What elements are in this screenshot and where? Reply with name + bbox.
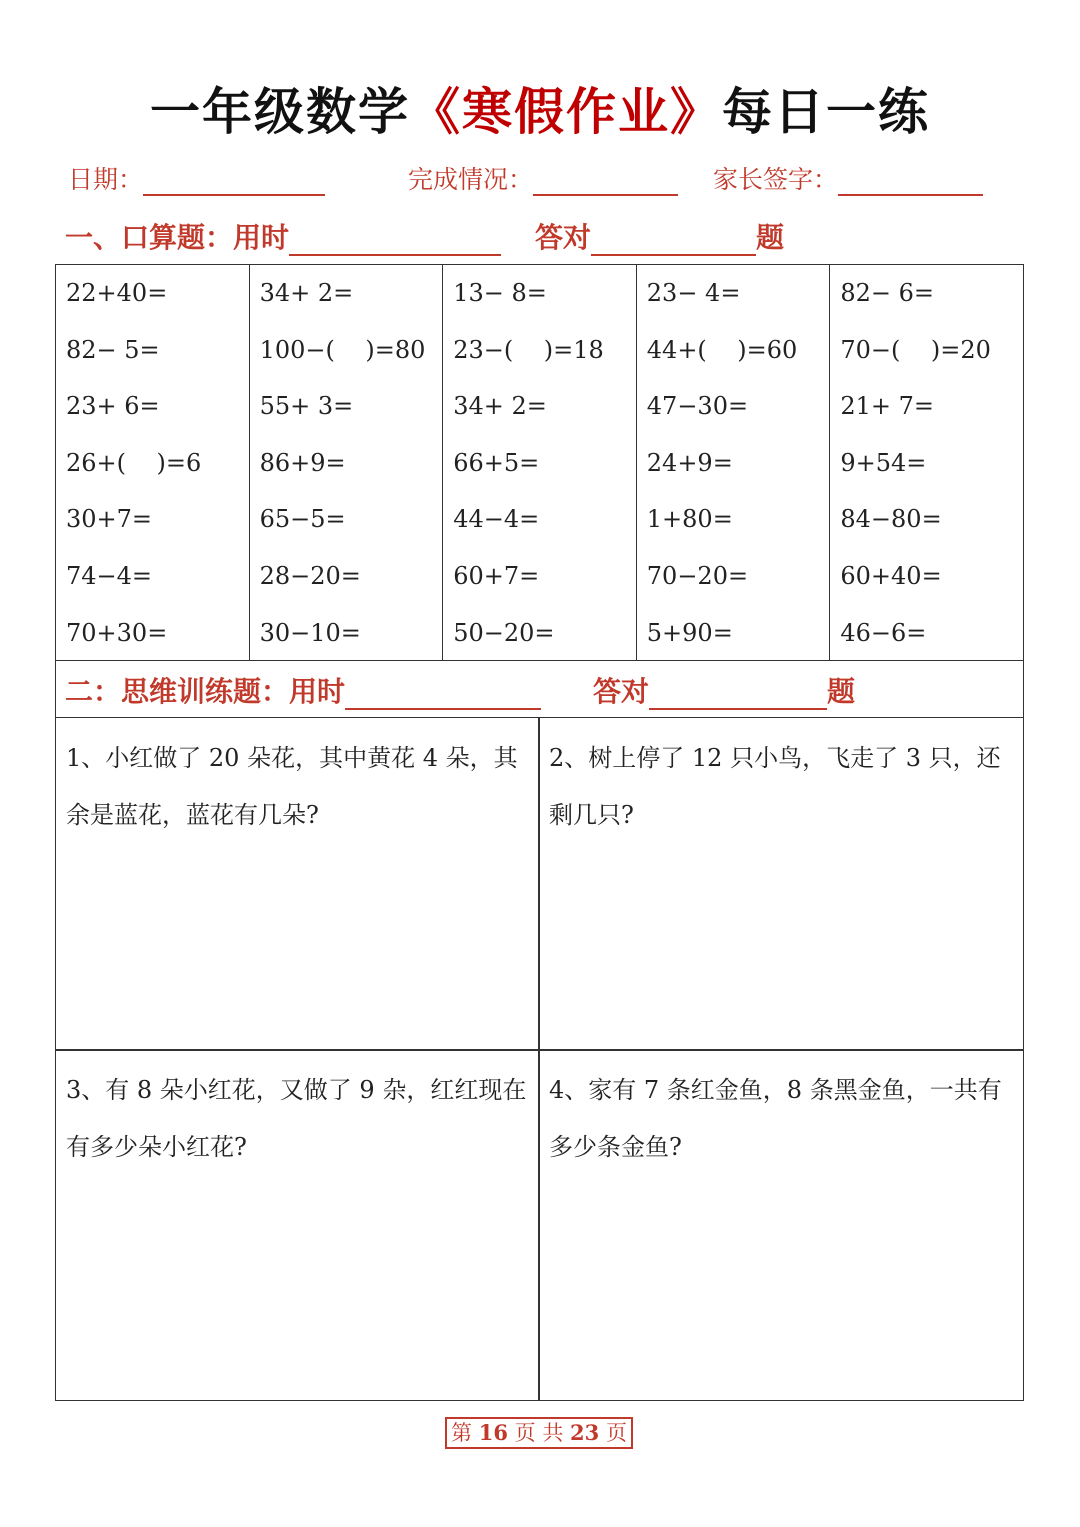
arith-item: 100−( )=80: [259, 335, 426, 364]
arith-item: 70+30=: [66, 618, 168, 647]
page-current: 16: [478, 1420, 508, 1445]
arith-item: 30+7=: [66, 505, 153, 534]
status-label: 完成情况：: [408, 165, 534, 194]
worksheet-title: [0, 72, 1080, 144]
section1-unit: 题: [756, 221, 785, 254]
arith-item: 70−( )=20: [840, 335, 991, 364]
title-suffix: 每日一练: [722, 83, 930, 141]
section2-unit: 题: [827, 675, 856, 708]
arith-column-5: [830, 265, 1023, 660]
parent-signature-field: [713, 160, 983, 196]
section1-header: [65, 216, 784, 256]
arith-item: 60+7=: [453, 561, 540, 590]
page-prefix: 第: [451, 1421, 473, 1445]
arith-item: 82− 5=: [66, 335, 160, 364]
arith-item: 82− 6=: [840, 279, 935, 307]
parent-signature-blank[interactable]: [838, 166, 983, 196]
arith-item: 9+54=: [840, 448, 927, 477]
arith-item: 50−20=: [453, 618, 555, 647]
status-field: [408, 160, 678, 196]
status-blank[interactable]: [533, 166, 678, 196]
section2-time-blank[interactable]: [345, 676, 541, 710]
arith-item: 5+90=: [646, 618, 733, 647]
word-problem-text: 3、有 8 朵小红花，又做了 9 杂，红红现在有多少朵小红花?: [66, 1076, 527, 1161]
arith-item: 22+40=: [66, 279, 168, 307]
arith-column-3: [443, 265, 637, 660]
arith-item: 86+9=: [259, 448, 346, 477]
word-problem-3: [55, 1049, 540, 1401]
title-highlight: 《寒假作业》: [410, 83, 722, 141]
page-suffix: 页: [605, 1421, 627, 1445]
arith-column-2: [250, 265, 444, 660]
arith-item: 44+( )=60: [646, 335, 798, 364]
arith-item: 55+ 3=: [259, 392, 354, 421]
word-problem-text: 2、树上停了 12 只小鸟，飞走了 3 只，还剩几只?: [549, 744, 1001, 829]
section2-header: [65, 670, 855, 710]
date-blank[interactable]: [143, 166, 325, 196]
arith-item: 34+ 2=: [259, 279, 354, 307]
section1-correct-label: 答对: [535, 221, 592, 254]
arith-item: 13− 8=: [453, 279, 547, 307]
date-field: [68, 160, 325, 196]
arith-item: 70−20=: [646, 561, 749, 590]
section2-correct-label: 答对: [593, 675, 650, 708]
arith-item: 23+ 6=: [66, 392, 160, 421]
arith-item: 23− 4=: [646, 279, 741, 307]
arithmetic-grid: [55, 264, 1024, 660]
page-middle: 页 共: [514, 1421, 564, 1445]
section2-correct-blank[interactable]: [649, 676, 827, 710]
arith-item: 1+80=: [646, 505, 733, 534]
arith-item: 74−4=: [66, 561, 153, 590]
arith-item: 46−6=: [840, 618, 927, 647]
word-problem-2: [538, 717, 1024, 1051]
date-label: 日期：: [68, 165, 144, 194]
arith-item: 21+ 7=: [840, 392, 935, 421]
arith-item: 24+9=: [646, 448, 733, 477]
arith-item: 30−10=: [259, 618, 361, 647]
arith-item: 84−80=: [840, 505, 942, 534]
section2-label: 二：思维训练题：用时: [65, 675, 346, 708]
arith-item: 28−20=: [259, 561, 361, 590]
arith-column-4: [637, 265, 831, 660]
parent-signature-label: 家长签字：: [713, 165, 839, 194]
arith-item: 65−5=: [259, 505, 346, 534]
arith-item: 66+5=: [453, 448, 540, 477]
section1-correct-blank[interactable]: [591, 222, 756, 256]
arith-item: 47−30=: [646, 392, 749, 421]
arith-column-1: [56, 265, 250, 660]
page-total: 23: [570, 1420, 600, 1445]
section1-label: 一、口算题：用时: [65, 221, 290, 254]
arith-item: 44−4=: [453, 505, 540, 534]
word-problem-4: [538, 1049, 1024, 1401]
section1-time-blank[interactable]: [289, 222, 501, 256]
arith-item: 60+40=: [840, 561, 942, 590]
title-prefix: 一年级数学: [150, 83, 410, 141]
arith-item: 26+( )=6: [66, 448, 202, 477]
arith-item: 34+ 2=: [453, 392, 547, 421]
word-problem-text: 1、小红做了 20 朵花，其中黄花 4 朵，其余是蓝花，蓝花有几朵?: [66, 744, 518, 829]
arith-item: 23−( )=18: [453, 335, 604, 364]
page-number: [445, 1417, 633, 1449]
word-problem-1: [55, 717, 540, 1051]
word-problem-text: 4、家有 7 条红金鱼，8 条黑金鱼，一共有多少条金鱼?: [549, 1076, 1002, 1161]
